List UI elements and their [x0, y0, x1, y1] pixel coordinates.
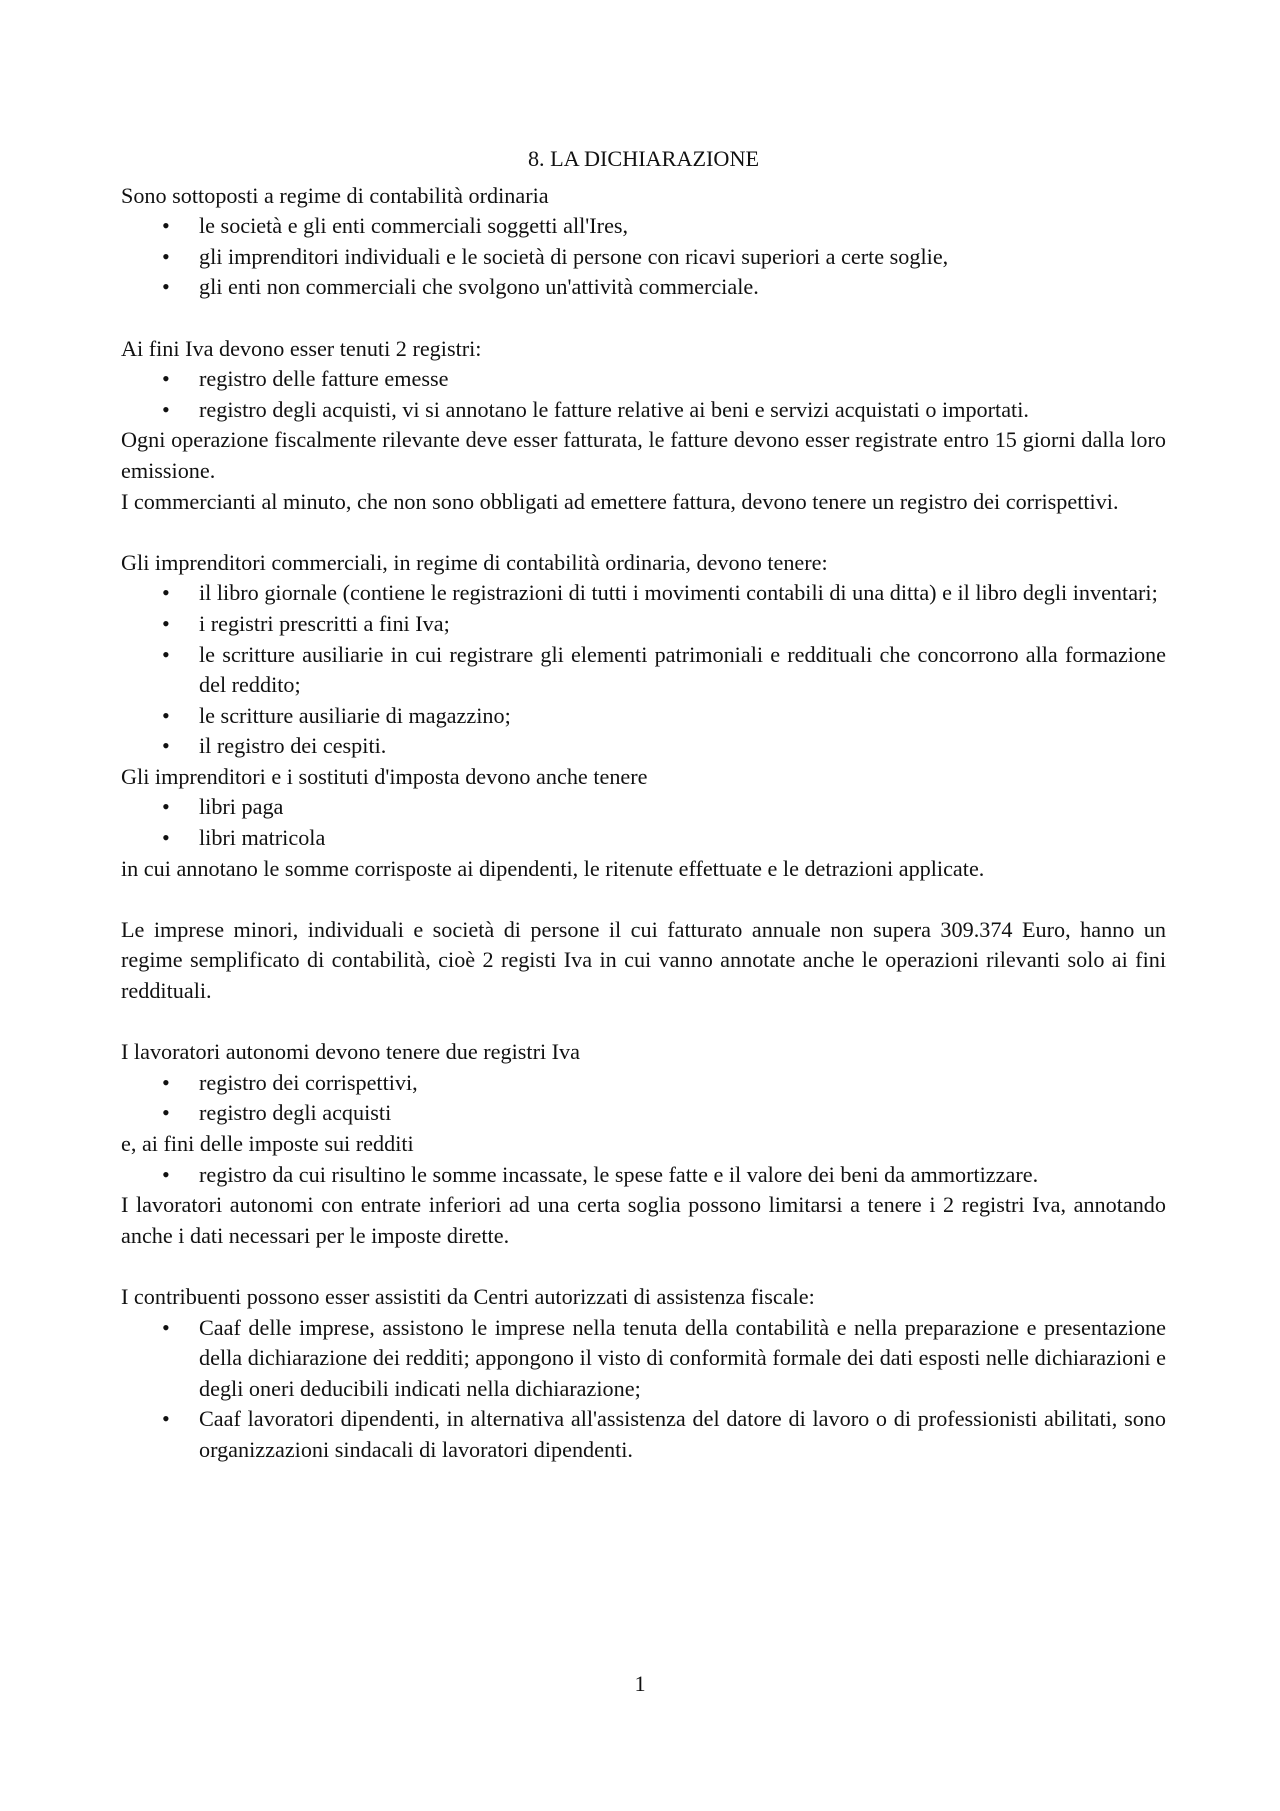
paragraph-gap	[121, 517, 1166, 548]
page-number: 1	[634, 1671, 646, 1696]
paragraph-gap	[121, 884, 1166, 915]
paragraph: I lavoratori autonomi con entrate inferiori ad una certa soglia possono limitarsi a tenere i 2 registri Iva, annotando anche i dati necessari per le imposte dirette.	[121, 1192, 1166, 1248]
bullet-list	[121, 364, 1166, 425]
list-item: • gli imprenditori individuali e le società di persone con ricavi superiori a certe soglie,	[121, 242, 1166, 273]
bullet-list	[121, 1160, 1166, 1191]
list-item: • Caaf delle imprese, assistono le imprese nella tenuta della contabilità e nella preparazione e presentazione della dichiarazione dei redditi; appongono il visto di conformità formale dei dati esposti nelle dichiarazioni e degli oneri deducibili indicati nella dichiarazione;	[121, 1313, 1166, 1405]
section-intro: I contribuenti possono esser assistiti da Centri autorizzati di assistenza fiscale:	[121, 1283, 815, 1309]
paragraph: Ogni operazione fiscalmente rilevante deve esser fatturata, le fatture devono esser registrate entro 15 giorni dalla loro emissione.	[121, 427, 1166, 483]
bullet-list	[121, 578, 1166, 762]
paragraph: in cui annotano le somme corrisposte ai dipendenti, le ritenute effettuate e le detrazioni applicate.	[121, 855, 985, 881]
bullet-list	[121, 792, 1166, 853]
list-item: • le scritture ausiliarie in cui registrare gli elementi patrimoniali e reddituali che concorrono alla formazione del reddito;	[121, 640, 1166, 701]
document-page	[121, 144, 1166, 1466]
section-intro: e, ai fini delle imposte sui redditi	[121, 1131, 414, 1156]
list-item: • libri matricola	[121, 823, 1166, 854]
list-item: • le scritture ausiliarie di magazzino;	[121, 701, 1166, 732]
list-item: • Caaf lavoratori dipendenti, in alternativa all'assistenza del datore di lavoro o di professionisti abilitati, sono organizzazioni sindacali di lavoratori dipendenti.	[121, 1404, 1166, 1465]
paragraph-gap	[121, 303, 1166, 334]
list-item: • registro degli acquisti	[121, 1098, 1166, 1129]
list-item: • gli enti non commerciali che svolgono un'attività commerciale.	[121, 272, 1166, 303]
section-intro: Sono sottoposti a regime di contabilità ordinaria	[121, 182, 549, 208]
paragraph: I commercianti al minuto, che non sono obbligati ad emettere fattura, devono tenere un registro dei corrispettivi.	[121, 488, 1119, 514]
list-item: • il libro giornale (contiene le registrazioni di tutti i movimenti contabili di una ditta) e il libro degli inventari;	[121, 578, 1166, 609]
list-item: • i registri prescritti a fini Iva;	[121, 609, 1166, 640]
section-intro: I lavoratori autonomi devono tenere due registri Iva	[121, 1039, 580, 1065]
list-item: • registro dei corrispettivi,	[121, 1068, 1166, 1099]
page-title: 8. LA DICHIARAZIONE	[527, 146, 760, 171]
paragraph: Le imprese minori, individuali e società di persone il cui fatturato annuale non supera 309.374 Euro, hanno un regime semplificato di contabilità, cioè 2 registi Iva in cui vanno annotate anche le operazioni rilevanti solo ai fini reddituali.	[121, 916, 1166, 1004]
list-item: • registro da cui risultino le somme incassate, le spese fatte e il valore dei beni da ammortizzare.	[121, 1160, 1166, 1191]
section-intro: Gli imprenditori commerciali, in regime di contabilità ordinaria, devono tenere:	[121, 549, 828, 575]
list-item: • il registro dei cespiti.	[121, 731, 1166, 762]
list-item: • libri paga	[121, 792, 1166, 823]
list-item: • registro degli acquisti, vi si annotano le fatture relative ai beni e servizi acquistati o importati.	[121, 395, 1166, 426]
section-intro: Gli imprenditori e i sostituti d'imposta devono anche tenere	[121, 763, 648, 789]
list-item: • le società e gli enti commerciali soggetti all'Ires,	[121, 211, 1166, 242]
paragraph-gap	[121, 1007, 1166, 1038]
bullet-list	[121, 211, 1166, 303]
section-intro: Ai fini Iva devono esser tenuti 2 registri:	[121, 335, 482, 361]
bullet-list	[121, 1068, 1166, 1129]
bullet-list	[121, 1313, 1166, 1466]
paragraph-gap	[121, 1251, 1166, 1282]
list-item: • registro delle fatture emesse	[121, 364, 1166, 395]
